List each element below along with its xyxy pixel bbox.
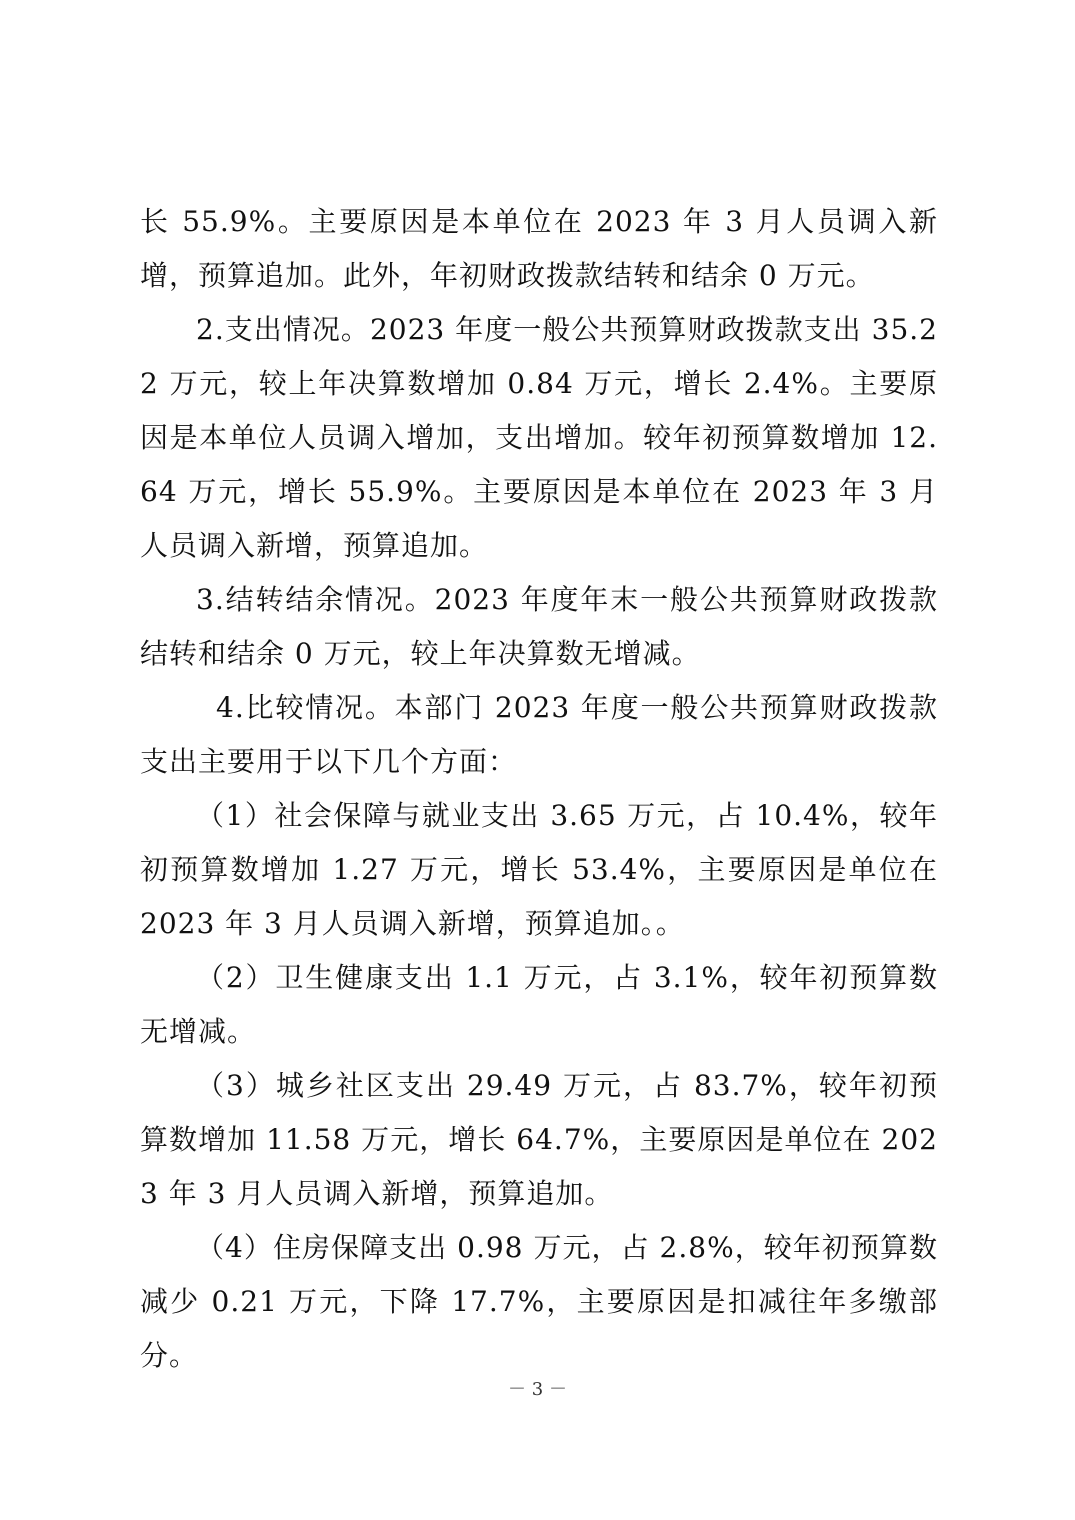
paragraph-item-health: （2）卫生健康支出 1.1 万元，占 3.1%，较年初预算数无增减。 <box>140 961 938 1048</box>
page-number: － 3 － <box>508 1379 567 1400</box>
paragraph-item-urban-rural: （3）城乡社区支出 29.49 万元，占 83.7%，较年初预算数增加 11.58 万元，增长 64.7%，主要原因是单位在 2023 年 3 月人员调入新增，预算追加。 <box>140 1069 938 1210</box>
paragraph-comparison: 4.比较情况。本部门 2023 年度一般公共预算财政拨款支出主要用于以下几个方面： <box>140 691 938 778</box>
paragraph-item-housing: （4）住房保障支出 0.98 万元，占 2.8%，较年初预算数减少 0.21 万元，下降 17.7%，主要原因是扣减往年多缴部分。 <box>140 1231 938 1372</box>
document-body <box>140 195 938 1383</box>
paragraph-expenditure: 2.支出情况。2023 年度一般公共预算财政拨款支出 35.22 万元，较上年决算数增加 0.84 万元，增长 2.4%。主要原因是本单位人员调入增加，支出增加。较年初预算数增加 12.64 万元，增长 55.9%。主要原因是本单位在 2023 年 3 月人员调入新增，预算追加。 <box>140 313 938 562</box>
paragraph-continuation: 长 55.9%。主要原因是本单位在 2023 年 3 月人员调入新增，预算追加。此外，年初财政拨款结转和结余 0 万元。 <box>140 205 938 292</box>
paragraph-item-social-security: （1）社会保障与就业支出 3.65 万元，占 10.4%，较年初预算数增加 1.27 万元，增长 53.4%，主要原因是单位在 2023 年 3 月人员调入新增，预算追加。。 <box>140 799 938 940</box>
paragraph-carryover: 3.结转结余情况。2023 年度年末一般公共预算财政拨款结转和结余 0 万元，较上年决算数无增减。 <box>140 583 938 670</box>
